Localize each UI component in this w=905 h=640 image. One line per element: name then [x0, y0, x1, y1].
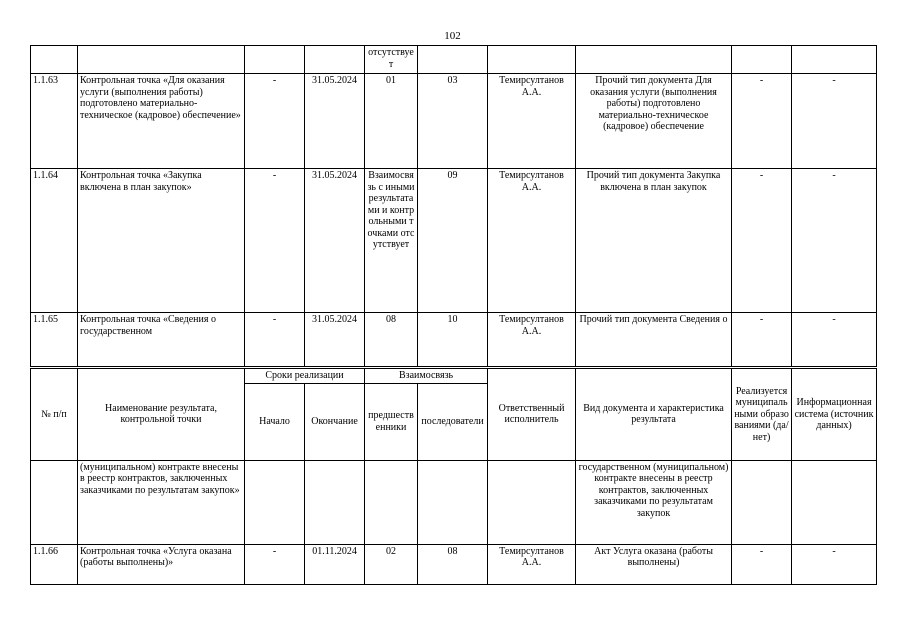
table-row — [31, 74, 877, 169]
cell-num: 1.1.64 — [31, 169, 78, 313]
cell-name: (муниципальном) контракте внесены в реестр контрактов, заключенных заказчиками по результатам закупок» — [78, 460, 245, 544]
header-info-system: Информационная система (источник данных) — [792, 369, 877, 461]
cell-name: Контрольная точка «Закупка включена в план закупок» — [78, 169, 245, 313]
cell-successors: 03 — [418, 74, 488, 169]
header-name: Наименование результата, контрольной точки — [78, 369, 245, 461]
page-number: 102 — [444, 30, 461, 42]
cell-end: 31.05.2024 — [305, 169, 365, 313]
cell-municipal: - — [732, 74, 792, 169]
cell-end — [305, 460, 365, 544]
table-row — [31, 313, 877, 367]
cell-num — [31, 460, 78, 544]
cell-successors: 10 — [418, 313, 488, 367]
header-deadlines: Сроки реализации — [245, 369, 365, 384]
header-relation: Взаимосвязь — [365, 369, 488, 384]
cell-doc-type: государственном (муниципальном) контракте внесены в реестр контрактов, заключенных заказчиками по результатам закупок — [576, 460, 732, 544]
cell-successors: 08 — [418, 544, 488, 584]
cell-start: - — [245, 544, 305, 584]
cell-name: Контрольная точка «Услуга оказана (работы выполнены)» — [78, 544, 245, 584]
table-row — [31, 169, 877, 313]
header-end: Окончание — [305, 383, 365, 460]
cell-end: 31.05.2024 — [305, 313, 365, 367]
cell-info-system — [792, 460, 877, 544]
cell-responsible: Темирсултанов А.А. — [488, 544, 576, 584]
cell-municipal — [732, 460, 792, 544]
cell-municipal: - — [732, 544, 792, 584]
table-row — [31, 544, 877, 584]
cell-responsible: Темирсултанов А.А. — [488, 313, 576, 367]
header-successors: последователи — [418, 383, 488, 460]
cell-num: 1.1.65 — [31, 313, 78, 367]
cell-predecessors — [365, 460, 418, 544]
header-doc-type: Вид документа и характеристика результата — [576, 369, 732, 461]
cell-successors — [418, 460, 488, 544]
cell-end: 01.11.2024 — [305, 544, 365, 584]
header-start: Начало — [245, 383, 305, 460]
cell-responsible — [488, 460, 576, 544]
table-header-row — [31, 369, 877, 384]
cell-doc-type — [576, 46, 732, 74]
header-municipal: Реализуется муниципальными образованиями (да/нет) — [732, 369, 792, 461]
cell-predecessors: 02 — [365, 544, 418, 584]
cell-end — [305, 46, 365, 74]
cell-start — [245, 46, 305, 74]
cell-info-system: - — [792, 169, 877, 313]
cell-end: 31.05.2024 — [305, 74, 365, 169]
header-predecessors: предшественники — [365, 383, 418, 460]
cell-successors — [418, 46, 488, 74]
cell-name — [78, 46, 245, 74]
cell-info-system: - — [792, 544, 877, 584]
cell-start: - — [245, 169, 305, 313]
cell-info-system: - — [792, 313, 877, 367]
cell-responsible — [488, 46, 576, 74]
table-row — [31, 460, 877, 544]
cell-predecessors: отсутствует — [365, 46, 418, 74]
cell-successors: 09 — [418, 169, 488, 313]
cell-predecessors: Взаимосвязь с иными результатами и контрольными точками отсутствует — [365, 169, 418, 313]
cell-start: - — [245, 313, 305, 367]
cell-info-system: - — [792, 74, 877, 169]
cell-doc-type: Прочий тип документа Сведения о — [576, 313, 732, 367]
cell-start: - — [245, 74, 305, 169]
table-row — [31, 46, 877, 74]
results-table-lower — [30, 368, 877, 585]
cell-predecessors: 01 — [365, 74, 418, 169]
cell-name: Контрольная точка «Сведения о государственном — [78, 313, 245, 367]
cell-doc-type: Акт Услуга оказана (работы выполнены) — [576, 544, 732, 584]
cell-start — [245, 460, 305, 544]
cell-doc-type: Прочий тип документа Закупка включена в план закупок — [576, 169, 732, 313]
cell-municipal: - — [732, 169, 792, 313]
cell-responsible: Темирсултанов А.А. — [488, 74, 576, 169]
cell-responsible: Темирсултанов А.А. — [488, 169, 576, 313]
cell-doc-type: Прочий тип документа Для оказания услуги (выполнения работы) подготовлено материально-техническое (кадровое) обеспечение — [576, 74, 732, 169]
cell-info-system — [792, 46, 877, 74]
cell-predecessors: 08 — [365, 313, 418, 367]
cell-num: 1.1.66 — [31, 544, 78, 584]
cell-num: 1.1.63 — [31, 74, 78, 169]
cell-name: Контрольная точка «Для оказания услуги (выполнения работы) подготовлено материально-техническое (кадровое) обеспечение» — [78, 74, 245, 169]
cell-municipal: - — [732, 313, 792, 367]
header-responsible: Ответственный исполнитель — [488, 369, 576, 461]
header-num: № п/п — [31, 369, 78, 461]
results-table-upper — [30, 45, 877, 367]
cell-num — [31, 46, 78, 74]
cell-municipal — [732, 46, 792, 74]
